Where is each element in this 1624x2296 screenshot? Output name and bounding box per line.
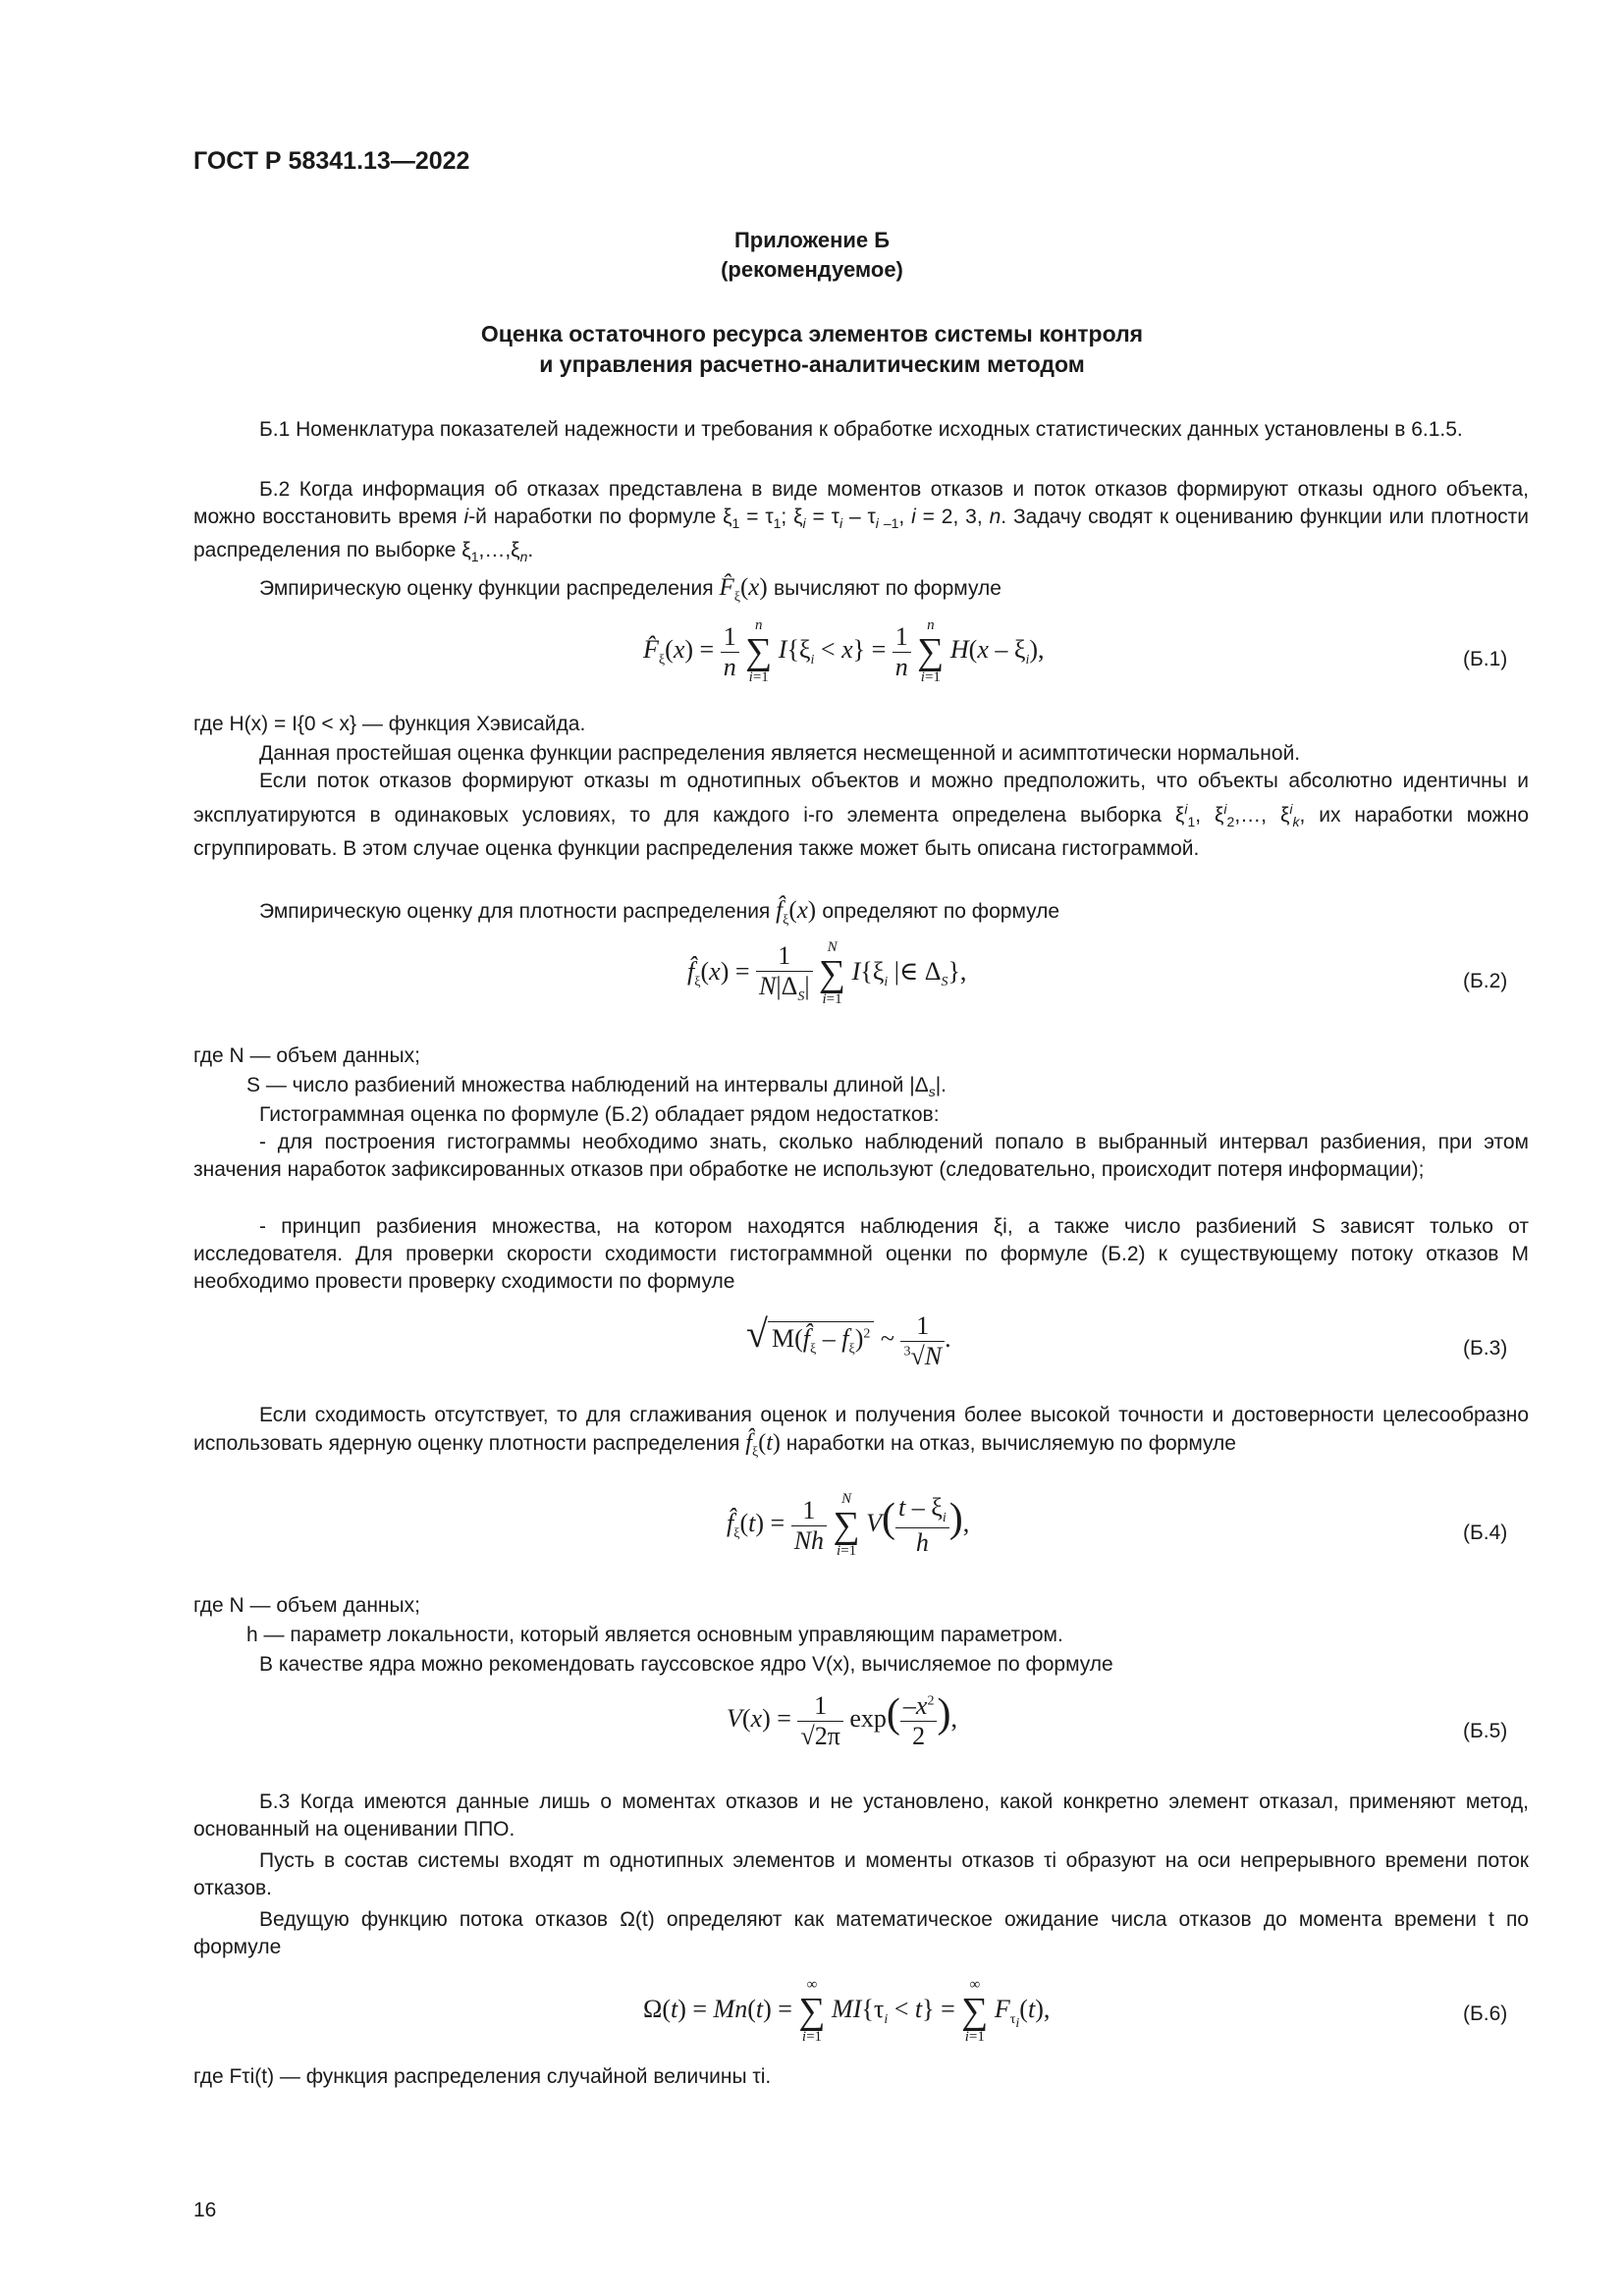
formula-b1-number: (Б.1) [1463, 648, 1508, 670]
where-h: h — параметр локальности, который является основным управляющим параметром. [246, 1624, 1063, 1646]
empirical-density-line: Эмпирическую оценку для плотности распределения $f̂_\xi(x)$ определяют по формуле [259, 897, 1060, 928]
document-id: ГОСТ Р 58341.13—2022 [193, 147, 470, 175]
formula-b2: $f̂_\xi(x)$ = $\frac{1}{N|\Delta_S|}$ N ∑ i=1 $I\{\xi_i$ |∈ $\Delta_S$}, [687, 939, 967, 1007]
paragraph-m-objects: Если поток отказов формируют отказы m однотипных объектов и можно предположить, что объекты абсолютно идентичны и эксплуатируются в одинаковых условиях, то для каждого i-го элемента определена выборка $\xi^i_1$, $\xi^i_2,\dots$, $\xi^i_k$, их наработки можно сгруппировать. В этом случае оценка функции распределения также может быть описана гистограммой. [193, 770, 1529, 861]
where-n-2: где N — объем данных; [193, 1594, 420, 1617]
formula-b4-number: (Б.4) [1463, 1522, 1508, 1544]
paragraph-system: Пусть в состав системы входят m однотипных элементов и моменты отказов τi образуют на оси непрерывного времени поток отказов. [193, 1849, 1529, 1899]
formula-b5-number: (Б.5) [1463, 1720, 1508, 1742]
formula-b5: V(x) = $\frac{1}{√2\pi}$ exp( $\frac{-x^2}{2}$ ), [727, 1690, 957, 1750]
where-f: где Fτi(t) — функция распределения случайной величины τi. [193, 2065, 772, 2088]
formula-b4: $f̂_\xi(t)$ = $\frac{1}{Nh}$ N ∑ i=1 V( $\frac{t - \xi_i}{h}$ ), [727, 1491, 970, 1559]
paragraph-kernel: В качестве ядра можно рекомендовать гауссовское ядро V(x), вычисляемое по формуле [259, 1653, 1113, 1676]
annex-heading-line1: Оценка остаточного ресурса элементов системы контроля [480, 321, 1144, 347]
formula-b6: Ω(t) = Mn(t) = ∞ ∑ i=1 $MI\{\tau_i < t\}$ = ∞ ∑ i=1 $F_{\tau_i}(t)$, [643, 1977, 1051, 2045]
annex-title: Приложение Б [733, 228, 891, 252]
annex-heading-line2: и управления расчетно-аналитическим методом [539, 351, 1085, 377]
paragraph-hist-flaws: Гистограммная оценка по формуле (Б.2) обладает рядом недостатков: [259, 1103, 940, 1126]
formula-b1: $F̂_\xi(x)$ = $\frac{1}{n}$ n ∑ i=1 $I\{\xi_i < x\}$ = $\frac{1}{n}$ n ∑ i=1 $H(x - \xi_i)$, [643, 617, 1045, 685]
paragraph-simplest: Данная простейшая оценка функции распределения является несмещенной и асимптотически нормальной. [259, 742, 1301, 765]
formula-b2-number: (Б.2) [1463, 970, 1508, 992]
where-n-1: где N — объем данных; [193, 1044, 420, 1067]
formula-b3-number: (Б.3) [1463, 1337, 1508, 1360]
where-heaviside: где H(x) = I{0 < x} — функция Хэвисайда. [193, 713, 586, 735]
formula-b3: √ $M(f̂_\xi - f_\xi)^2$ ~ $\frac{1}{^3√N}$ . [746, 1310, 951, 1370]
annex-status: (рекомендуемое) [721, 257, 903, 282]
paragraph-leading-function: Ведущую функцию потока отказов Ω(t) определяют как математическое ожидание числа отказов до момента времени t по формуле [193, 1908, 1529, 1958]
page-number: 16 [193, 2199, 217, 2221]
paragraph-b1: Б.1 Номенклатура показателей надежности и требования к обработке исходных статистических данных установлены в 6.1.5. [259, 418, 1463, 441]
where-s: S — число разбиений множества наблюдений на интервалы длиной $|\Delta_s|$. [246, 1074, 947, 1100]
paragraph-flaw1: - для построения гистограммы необходимо знать, сколько наблюдений попало в выбранный интервал разбиения, при этом значения наработок зафиксированных отказов при обработке не используют (следовательно, происходит потеря информации); [193, 1131, 1529, 1181]
paragraph-flaw2: - принцип разбиения множества, на котором находятся наблюдения ξi, а также число разбиений S зависят только от исследователя. Для проверки скорости сходимости гистограммной оценки по формуле (Б.2) к существующему потоку отказов M необходимо провести проверку сходимости по формуле [193, 1215, 1529, 1293]
paragraph-b3: Б.3 Когда имеются данные лишь о моментах отказов и не установлено, какой конкретно элемент отказал, применяют метод, основанный на оценивании ППО. [193, 1790, 1529, 1841]
formula-b6-number: (Б.6) [1463, 2002, 1508, 2025]
empirical-dist-line: Эмпирическую оценку функции распределения $F̂_\xi(x)$ вычисляют по формуле [259, 574, 1001, 605]
paragraph-b2: Б.2 Когда информация об отказах представлена в виде моментов отказов и поток отказов формируют отказы одного объекта, можно восстановить время i-й наработки по формуле $\xi_1 = \tau_1$; $\xi_i = \tau_i - \tau_{i -1}$, i = 2, 3, n. Задачу сводят к оцениванию функции или плотности распределения по выборке $\xi_1,\dots,\xi_n$. [193, 478, 1529, 565]
paragraph-no-convergence: Если сходимость отсутствует, то для сглаживания оценок и получения более высокой точности и достоверности целесообразно использовать ядерную оценку плотности распределения $f̂_\xi(t)$ наработки на отказ, вычисляемую по формуле [193, 1404, 1529, 1460]
